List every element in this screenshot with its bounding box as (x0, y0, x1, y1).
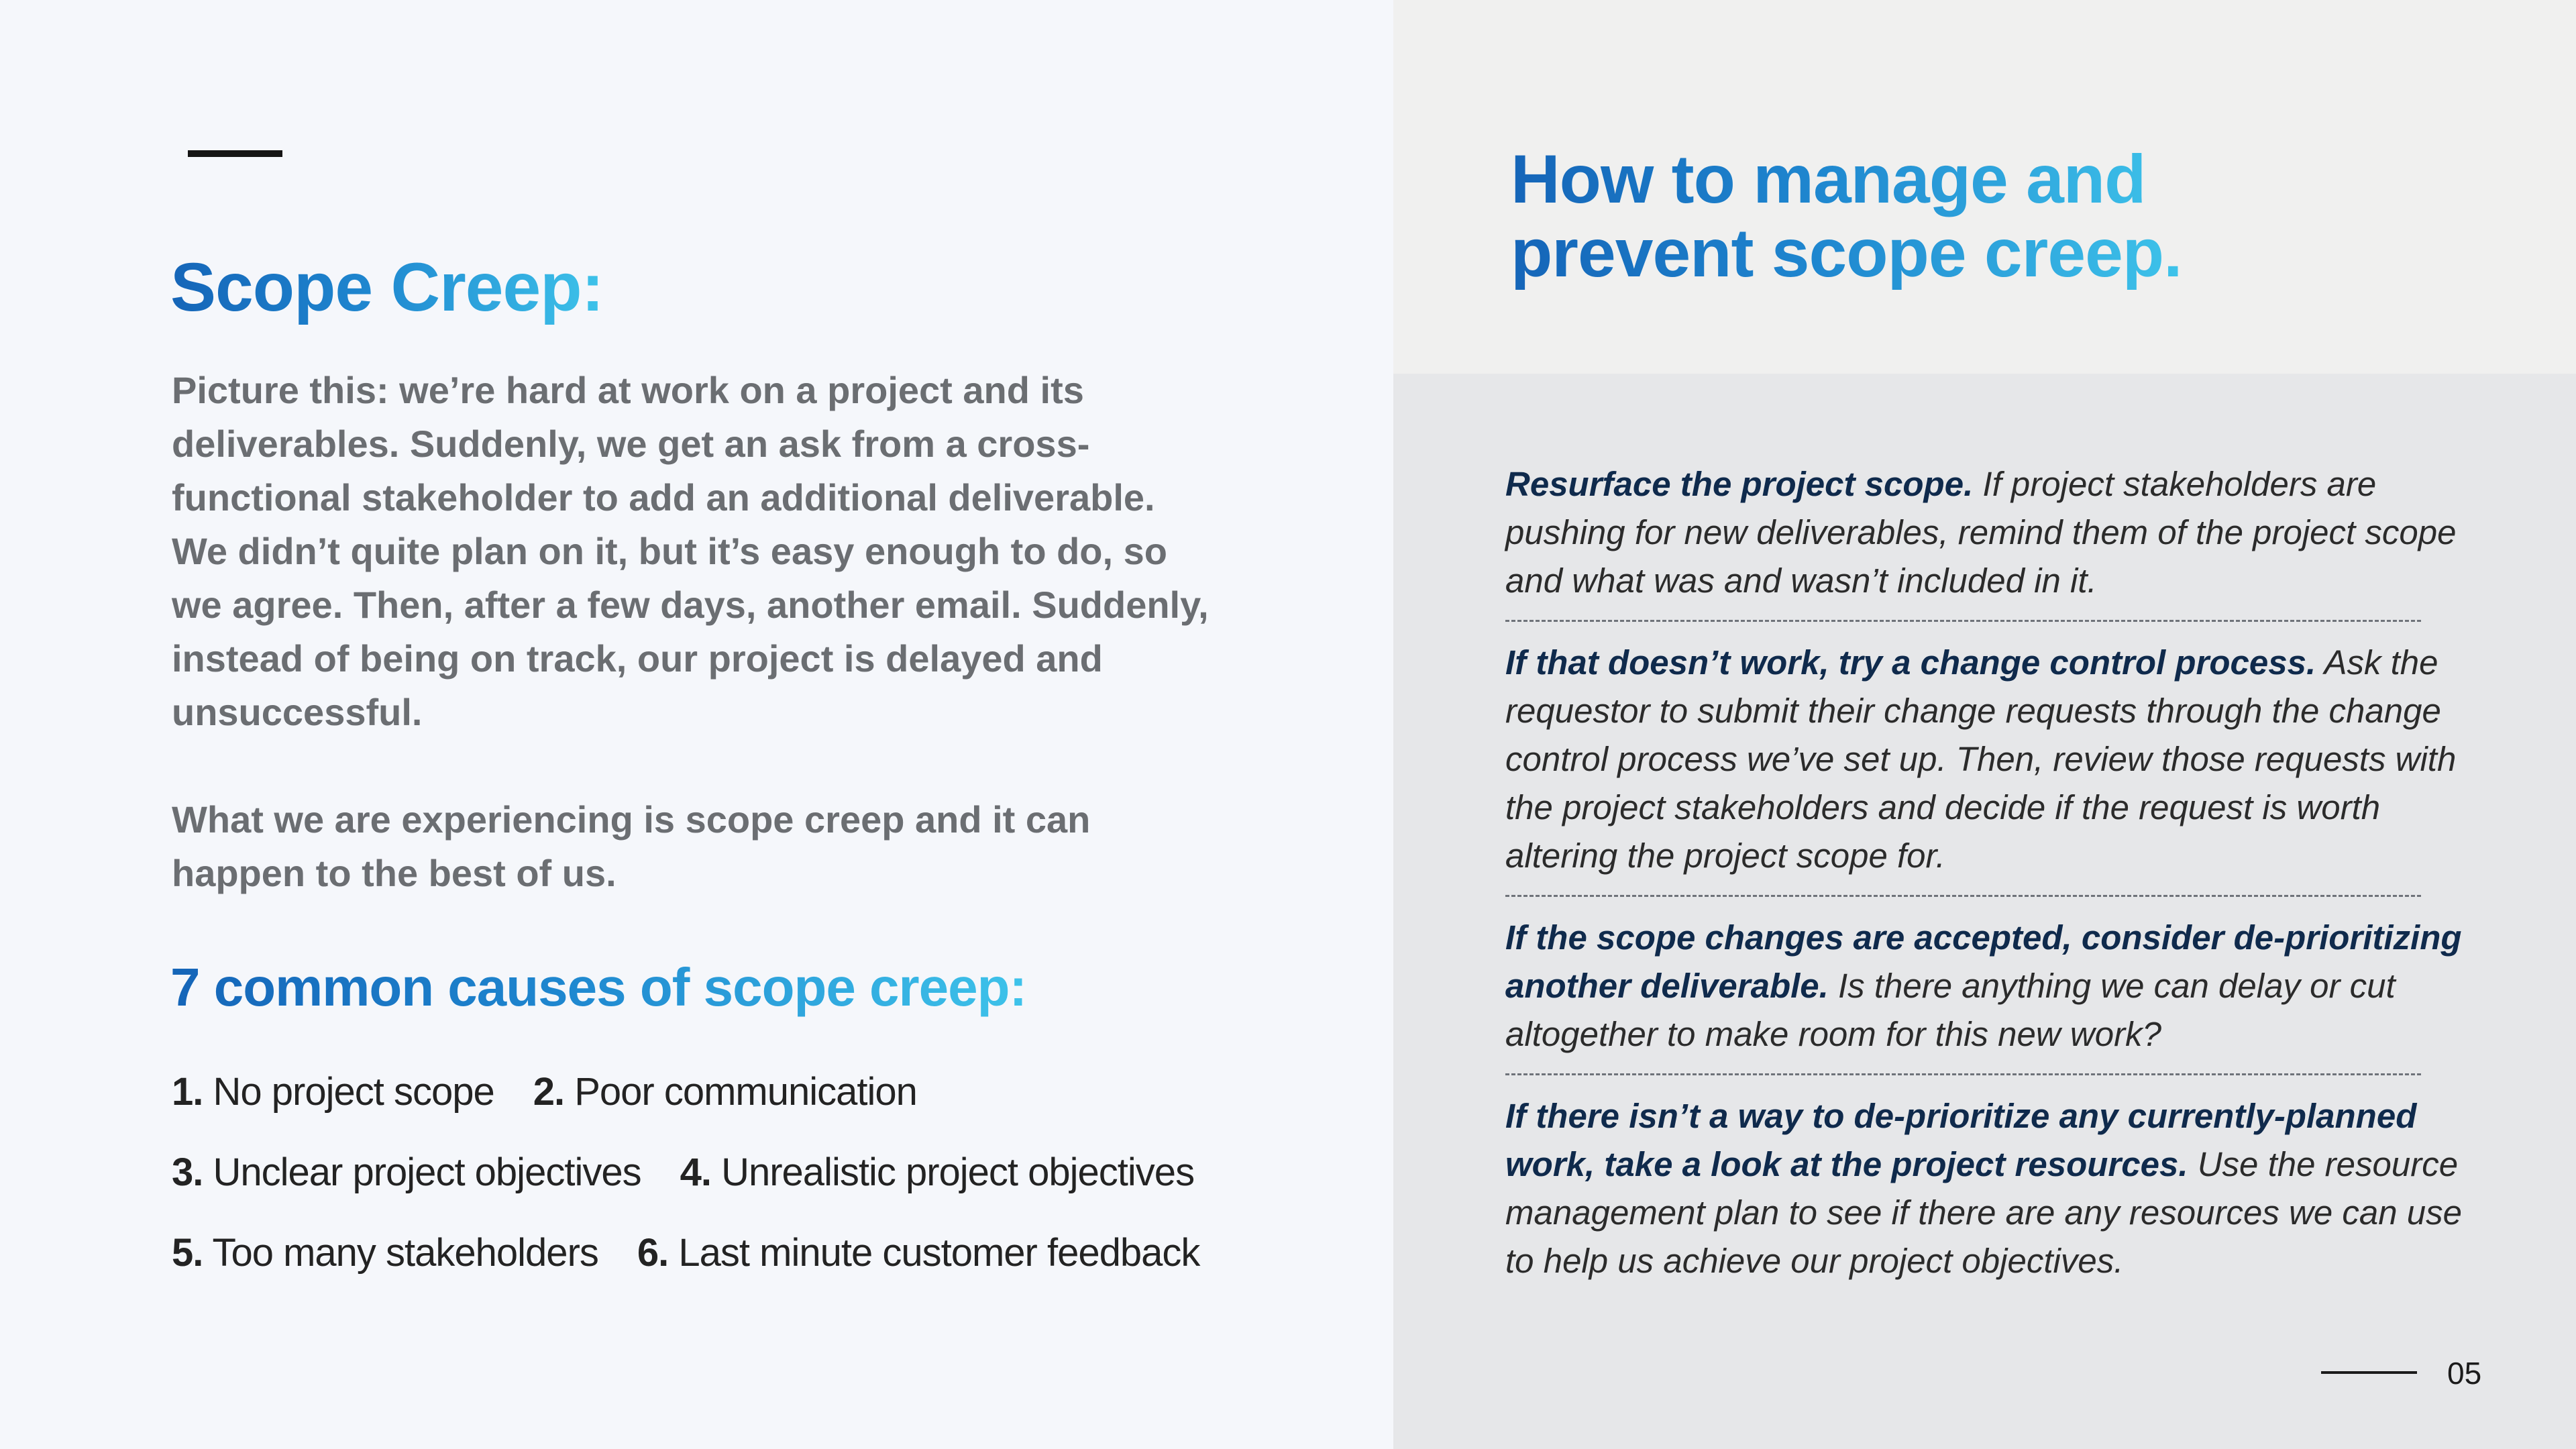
cause-item (533, 1065, 917, 1119)
scope-creep-title-part1: Scope (170, 249, 373, 325)
cause-item (172, 1226, 598, 1280)
scope-creep-title (170, 248, 604, 327)
tip-lead: If the scope changes are accepted, consider de-prioritizing another deliverable. (1505, 918, 2462, 1005)
cause-text: Too many stakeholders (212, 1231, 598, 1275)
dashed-divider (1505, 620, 2421, 622)
accent-dash (188, 150, 282, 157)
cause-text: Unrealistic project objectives (721, 1150, 1195, 1194)
cause-text: Last minute customer feedback (678, 1231, 1200, 1275)
tip-item (1505, 1092, 2465, 1285)
tip-item (1505, 914, 2465, 1059)
tip-lead: Resurface the project scope. (1505, 465, 1974, 503)
cause-number: 6. (637, 1231, 669, 1275)
intro-paragraph-1: Picture this: we’re hard at work on a project and its deliverables. Suddenly, we get an ask from a cross-functional stakeholder to add an additional deliverable. We didn’t quite plan on it, but it’s easy enough to do, so we agree. Then, after a few days, another email. Suddenly, instead of being on track, our project is delayed and unsuccessful. (172, 369, 1209, 733)
tip-body: Use the resource management plan to see if there are any resources we can use to help us achieve our project objectives. (1505, 1145, 2462, 1280)
intro-text (172, 364, 1218, 900)
tip-lead: If there isn’t a way to de-prioritize any currently-planned work, take a look at the project resources. (1505, 1097, 2417, 1183)
cause-item (172, 1065, 494, 1119)
manage-scope-creep-title (1511, 142, 2182, 290)
tip-body: Ask the requestor to submit their change requests through the change control process we’ve set up. Then, review those requests with the project stakeholders and decide if the request is worth altering the project scope for. (1505, 643, 2457, 875)
tip-lead: If that doesn’t work, try a change control process. (1505, 643, 2316, 682)
causes-row-1 (172, 1065, 1199, 1146)
cause-number: 1. (172, 1070, 203, 1114)
dashed-divider (1505, 895, 2421, 897)
causes-title: 7 common causes of scope creep: (170, 955, 1026, 1020)
scope-creep-title-part2: Creep: (390, 249, 604, 325)
causes-list (172, 1065, 1199, 1307)
tip-item (1505, 460, 2465, 605)
dashed-divider (1505, 1073, 2421, 1075)
cause-text: Unclear project objectives (213, 1150, 641, 1194)
manage-title-line-1: How to manage and (1511, 141, 2146, 217)
cause-number: 2. (533, 1070, 565, 1114)
cause-item (637, 1226, 1199, 1280)
page-number: 05 (2447, 1356, 2482, 1391)
tip-item (1505, 639, 2465, 880)
cause-number: 3. (172, 1150, 203, 1194)
cause-item (172, 1146, 641, 1199)
cause-number: 5. (172, 1231, 203, 1275)
manage-title-line-2: prevent scope creep. (1511, 215, 2182, 291)
cause-number: 4. (680, 1150, 711, 1194)
page-number-line (2321, 1371, 2417, 1374)
tip-body: Is there anything we can delay or cut altogether to make room for this new work? (1505, 967, 2396, 1053)
cause-item (680, 1146, 1194, 1199)
cause-text: Poor communication (574, 1070, 917, 1114)
causes-row-3 (172, 1226, 1199, 1307)
cause-text: No project scope (213, 1070, 494, 1114)
tip-body: If project stakeholders are pushing for new deliverables, remind them of the project scope and what was and wasn’t included in it. (1505, 465, 2457, 600)
causes-row-2 (172, 1146, 1199, 1226)
intro-paragraph-2: What we are experiencing is scope creep and it can happen to the best of us. (172, 798, 1091, 894)
tips-list (1505, 460, 2465, 1285)
